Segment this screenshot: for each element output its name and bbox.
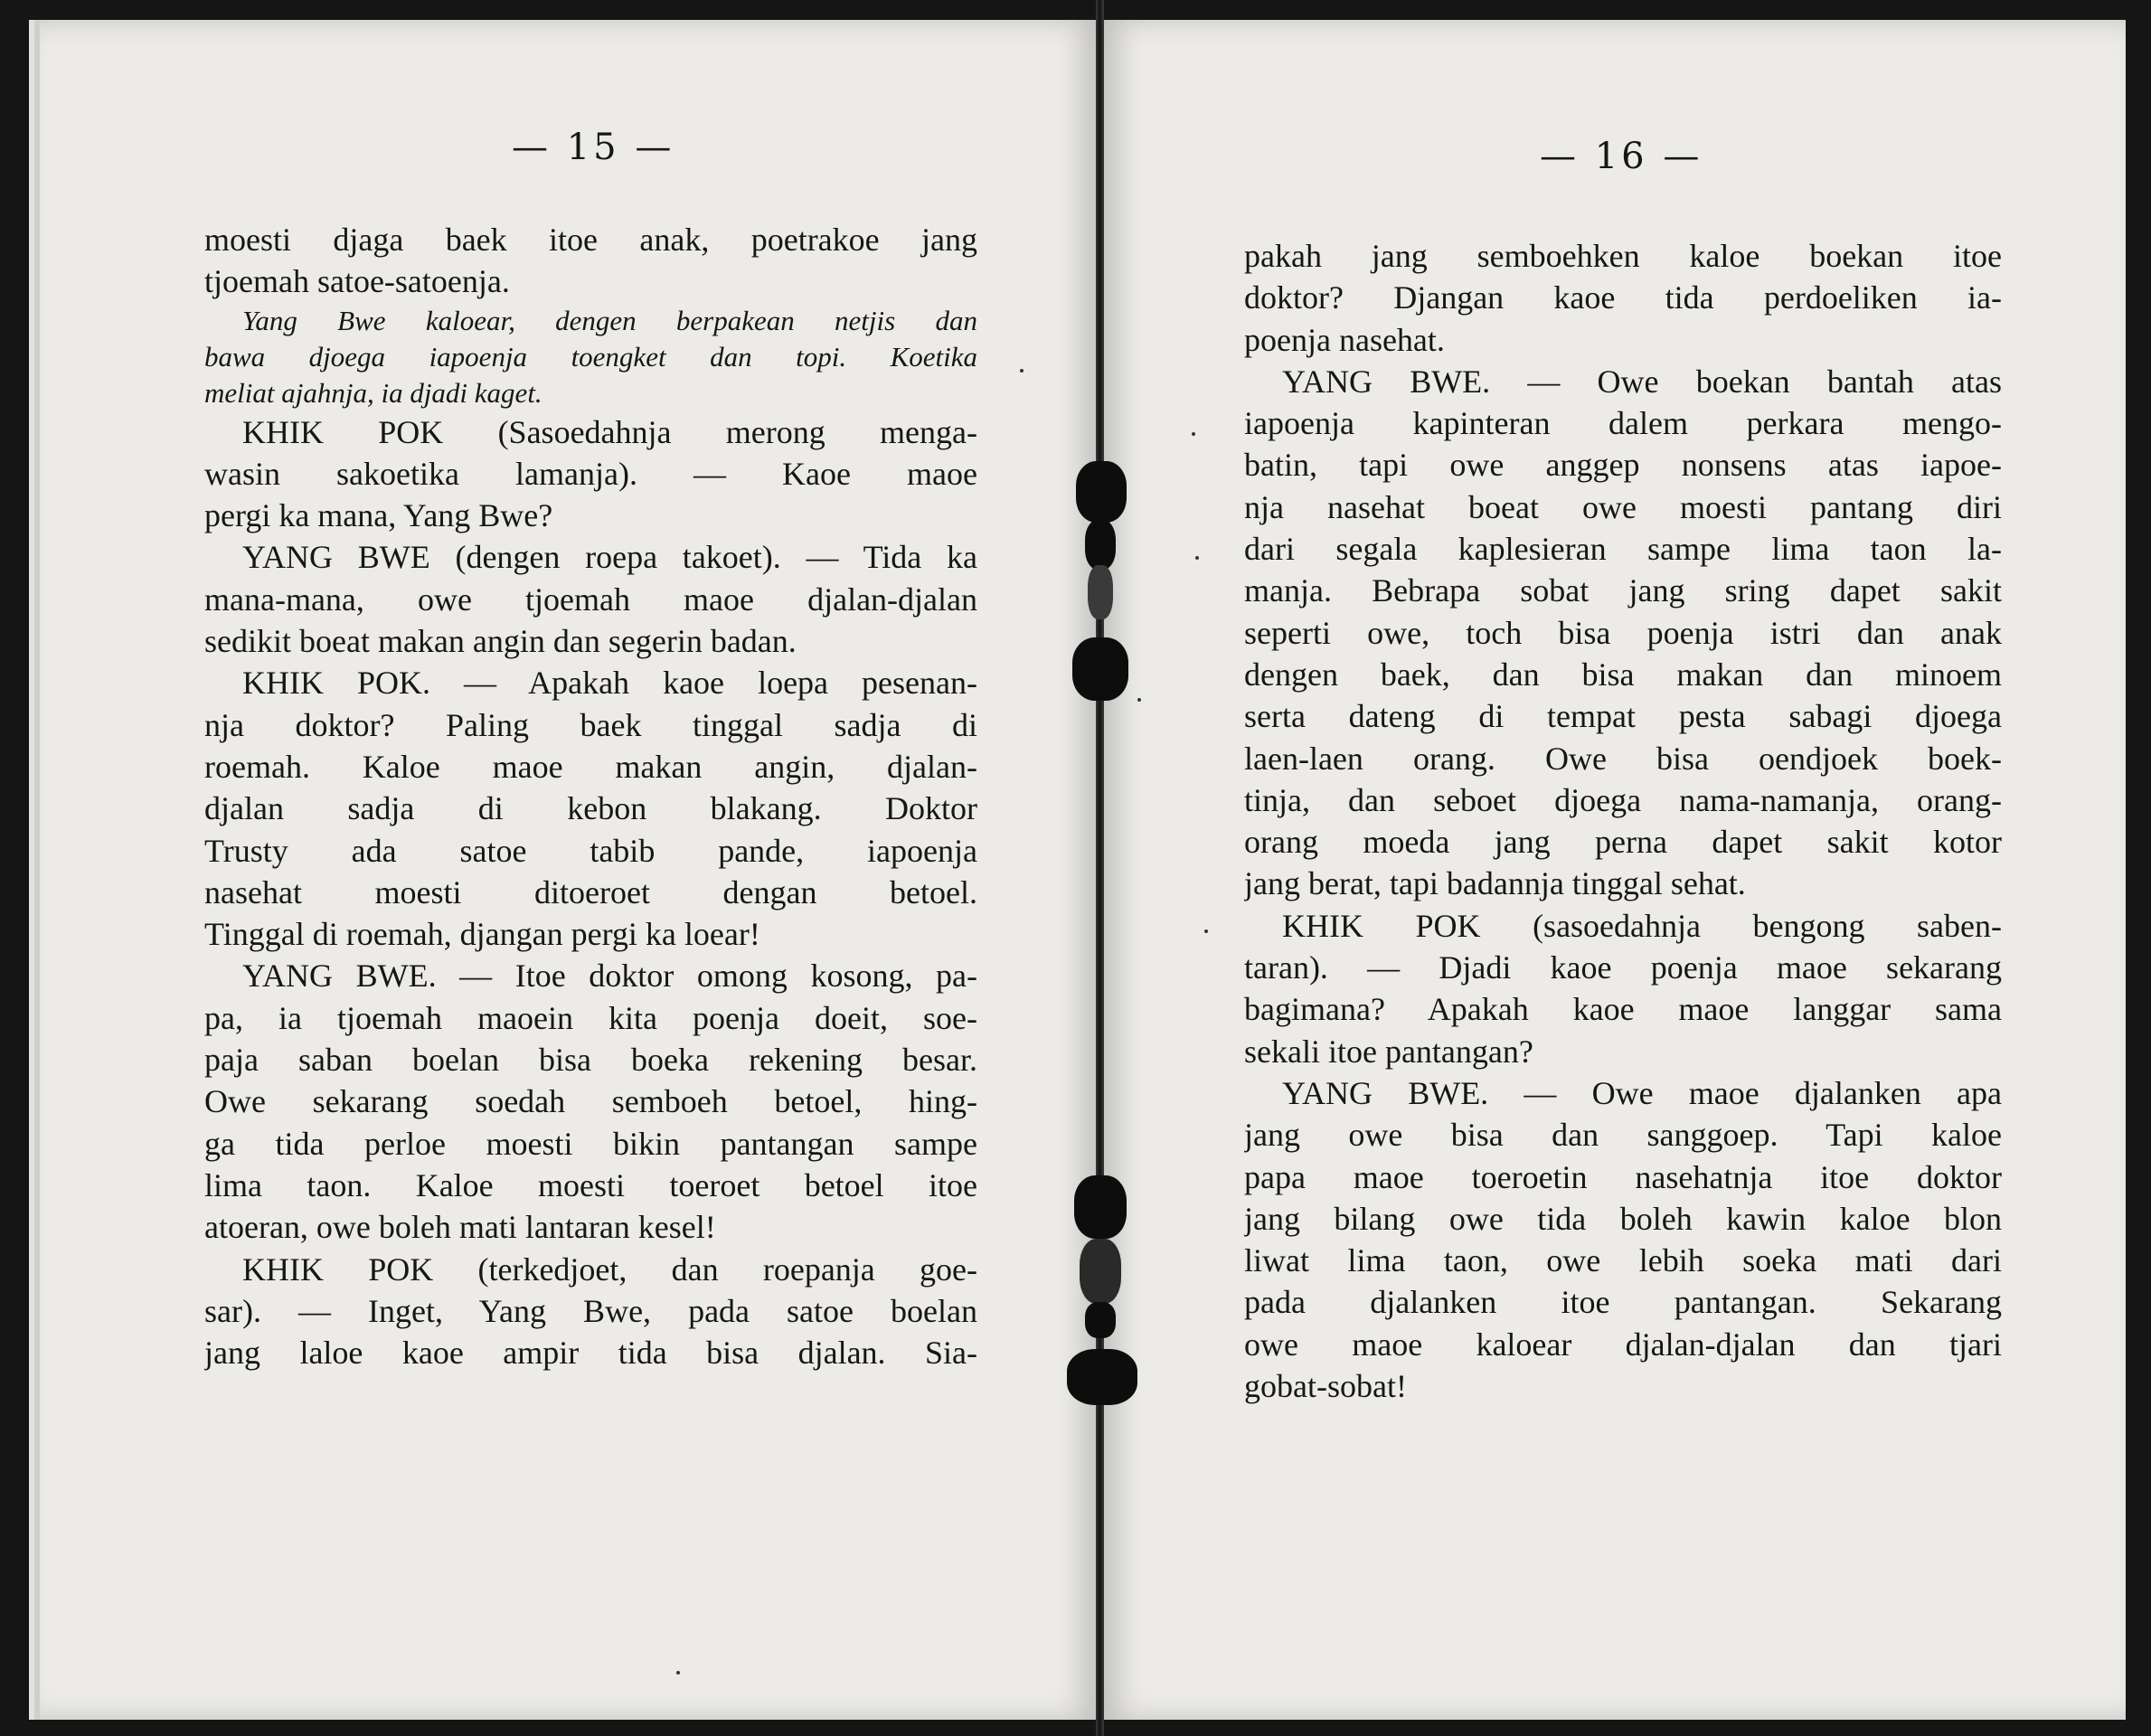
text-line: djalan sadja di kebon blakang. Doktor (204, 790, 977, 827)
text-line: wasin sakoetika lamanja). — Kaoe maoe (204, 455, 977, 492)
text-line: KHIK POK (sasoedahnja bengong saben- (1282, 907, 2002, 944)
text-line: tjoemah satoe-satoenja. (204, 263, 510, 300)
text-line: poenja nasehat. (1244, 321, 1445, 358)
text-line: YANG BWE (dengen roepa takoet). — Tida ka (242, 539, 977, 576)
text-line: jang owe bisa dan sanggoep. Tapi kaloe (1244, 1117, 2002, 1154)
paper-speck (1192, 432, 1195, 436)
binding-stitch (1074, 1175, 1127, 1239)
binding-stitch (1088, 565, 1113, 619)
text-line: owe maoe kaloear djalan-djalan dan tjari (1244, 1326, 2002, 1363)
text-line: iapoenja kapinteran dalem perkara mengo- (1244, 405, 2002, 442)
text-line: seperti owe, toch bisa poenja istri dan anak (1244, 614, 2002, 651)
text-line: meliat ajahnja, ia djadi kaget. (204, 376, 542, 409)
text-line: manja. Bebrapa sobat jang sring dapet sakit (1244, 572, 2002, 609)
text-line: papa maoe toeroetin nasehatnja itoe doktor (1244, 1158, 2002, 1195)
text-line: batin, tapi owe anggep nonsens atas iapoe- (1244, 447, 2002, 484)
text-line: serta dateng di tempat pesta sabagi djoega (1244, 698, 2002, 735)
text-line: YANG BWE. — Owe maoe djalanken apa (1282, 1074, 2002, 1111)
paper-speck (1204, 929, 1208, 933)
paper-speck (1195, 556, 1199, 560)
text-line: gobat-sobat! (1244, 1368, 1407, 1405)
text-line: KHIK POK (Sasoedahnja merong menga- (242, 413, 977, 450)
paper-speck (1020, 369, 1024, 373)
page-number-left: — 15 — (512, 127, 675, 168)
text-line: sedikit boeat makan angin dan segerin badan. (204, 623, 797, 660)
text-line: bawa djoega iapoenja toengket dan topi. Koetika (204, 340, 977, 373)
text-line: KHIK POK (terkedjoet, dan roepanja goe- (242, 1250, 977, 1288)
text-line: liwat lima taon, owe lebih soeka mati dari (1244, 1242, 2002, 1279)
text-line: Owe sekarang soedah semboeh betoel, hing- (204, 1083, 977, 1120)
text-line: jang laloe kaoe ampir tida bisa djalan. Sia- (204, 1335, 977, 1372)
book-gutter (1096, 0, 1104, 1736)
paper-speck (676, 1671, 680, 1675)
binding-stitch (1067, 1349, 1137, 1405)
text-line: bagimana? Apakah kaoe maoe langgar sama (1244, 991, 2002, 1028)
text-line: YANG BWE. — Itoe doktor omong kosong, pa- (242, 958, 977, 995)
left-page (40, 20, 1099, 1720)
binding-stitch (1076, 461, 1127, 523)
text-line: tinja, dan seboet djoega nama-namanja, orang- (1244, 781, 2002, 818)
left-page-text (204, 219, 977, 1373)
text-line: pergi ka mana, Yang Bwe? (204, 497, 553, 534)
text-line: paja saban boelan bisa boeka rekening besar. (204, 1042, 977, 1079)
text-line: Yang Bwe kaloear, dengen berpakean netjis dan (242, 304, 977, 336)
binding-stitch (1085, 1302, 1116, 1338)
text-line: KHIK POK. — Apakah kaoe loepa pesenan- (242, 665, 977, 702)
text-line: Tinggal di roemah, djangan pergi ka loear! (204, 916, 760, 953)
text-line: YANG BWE. — Owe boekan bantah atas (1282, 363, 2002, 400)
text-line: atoeran, owe boleh mati lantaran kesel! (204, 1209, 716, 1246)
text-line: laen-laen orang. Owe bisa oendjoek boek- (1244, 740, 2002, 777)
text-line: moesti djaga baek itoe anak, poetrakoe jang (204, 222, 977, 258)
text-line: jang bilang owe tida boleh kawin kaloe blon (1244, 1200, 2002, 1237)
text-line: dari segala kaplesieran sampe lima taon la- (1244, 531, 2002, 568)
binding-stitch (1085, 520, 1116, 570)
text-line: mana-mana, owe tjoemah maoe djalan-djalan (204, 580, 977, 618)
binding-stitch (1080, 1239, 1121, 1304)
text-line: ga tida perloe moesti bikin pantangan sampe (204, 1125, 977, 1162)
text-line: orang moeda jang perna dapet sakit kotor (1244, 824, 2002, 861)
text-line: Trusty ada satoe tabib pande, iapoenja (204, 832, 977, 869)
text-line: pa, ia tjoemah maoein kita poenja doeit, soe- (204, 999, 977, 1036)
text-line: nja nasehat boeat owe moesti pantang diri (1244, 488, 2002, 525)
right-page-text (1244, 235, 2002, 1407)
text-line: pada djalanken itoe pantangan. Sekarang (1244, 1284, 2002, 1321)
text-line: jang berat, tapi badannja tinggal sehat. (1244, 865, 1746, 902)
page-number-right: — 16 — (1540, 136, 1703, 177)
text-line: nasehat moesti ditoeroet dengan betoel. (204, 873, 977, 910)
right-page (1102, 20, 2126, 1720)
text-line: nja doktor? Paling baek tinggal sadja di (204, 706, 977, 743)
binding-stitch (1072, 637, 1128, 701)
text-line: pakah jang semboehken kaloe boekan itoe (1244, 238, 2002, 274)
text-line: taran). — Djadi kaoe poenja maoe sekarang (1244, 949, 2002, 986)
text-line: doktor? Djangan kaoe tida perdoeliken ia- (1244, 279, 2002, 316)
text-line: dengen baek, dan bisa makan dan minoem (1244, 656, 2002, 693)
text-line: sar). — Inget, Yang Bwe, pada satoe boelan (204, 1292, 977, 1329)
paper-speck (1137, 698, 1141, 702)
text-line: lima taon. Kaloe moesti toeroet betoel itoe (204, 1166, 977, 1203)
text-line: roemah. Kaloe maoe makan angin, djalan- (204, 748, 977, 785)
stage-direction (204, 303, 977, 411)
text-line: sekali itoe pantangan? (1244, 1033, 1533, 1070)
